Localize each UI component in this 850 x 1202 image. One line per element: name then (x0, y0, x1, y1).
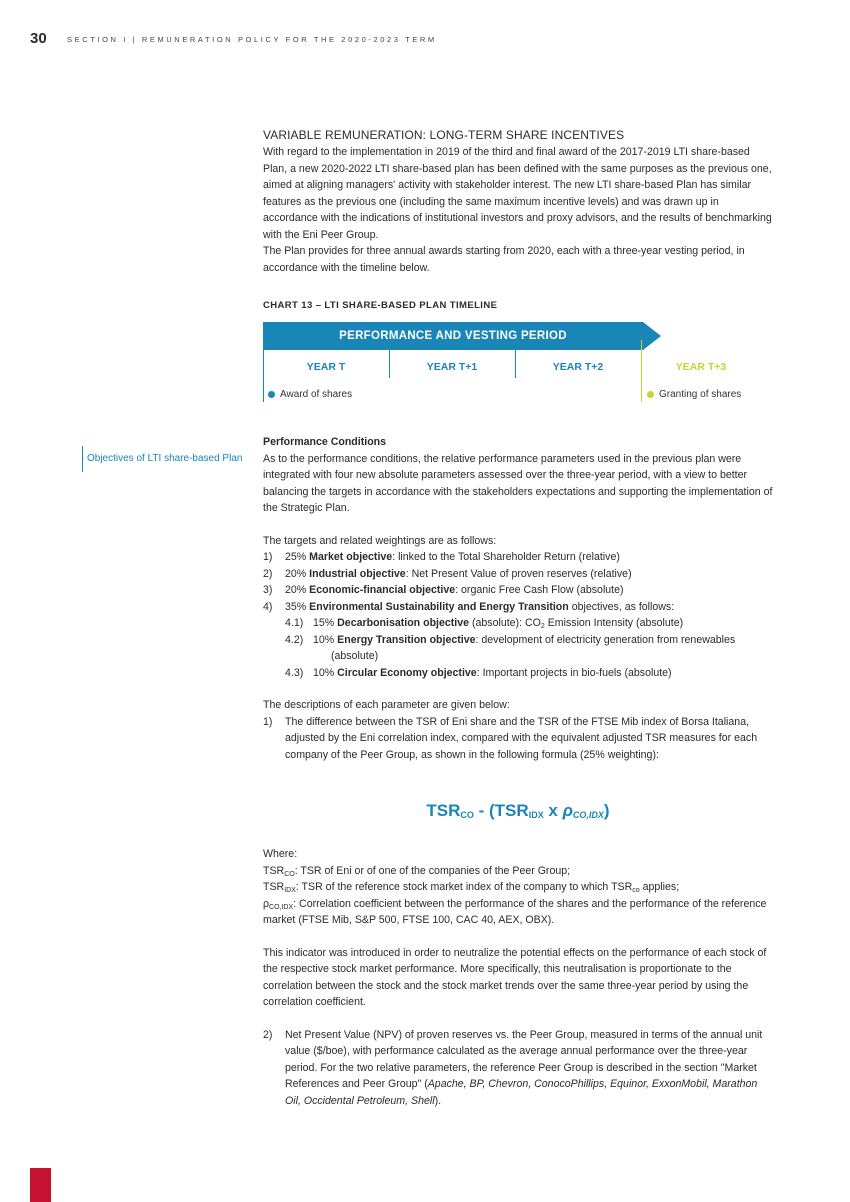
blue-dot-icon (268, 391, 275, 398)
year-label: YEAR T+1 (426, 361, 478, 373)
legend-grant-label: Granting of shares (659, 389, 742, 400)
list-item: 3) 20% Economic-financial objective: organic Free Cash Flow (absolute) (263, 584, 624, 596)
where-block (263, 846, 773, 1109)
list-item: 4.1) 15% Decarbonisation objective (absolute): $CO_2$ Emission Intensity (absolute) (285, 617, 684, 630)
page-number: 30 (30, 30, 47, 47)
legend-award-label: Award of shares (280, 389, 353, 400)
page-edge-tab (30, 1168, 51, 1202)
intro-paragraph: With regard to the implementation in 2019 of the third and final award of the 2017-2019 LTI share-based Plan, a new 2020-2022 LTI share-based plan has been defined with the same purposes as the previous one, aimed at aligning managers' activity with stakeholder interest. The new LTI share-based Plan has similar features as the previous one (including the same maximum incentive levels) and was drawn up in accordance with the indications of institutional investors and proxy advisors, and the results of benchmarking with the Eni Peer Group. (263, 146, 772, 241)
list-item: 2) 20% Industrial objective: Net Present Value of proven reserves (relative) (263, 567, 632, 580)
list-item: 1) The difference between the TSR of Eni share and the TSR of the FTSE Mib index of Borsa Italiana, adjusted by the Eni correlation index, compared with the equivalent adjusted TSR measures for each company of the Peer Group, as shown in the following formula (25% weighting): (263, 715, 758, 761)
neutralize-paragraph: This indicator was introduced in order to neutralize the potential effects on the performance of each stock of the respective stock market performance. More specifically, this neutralisation is proportionate to the correlation between the stock and the stock market trends over the same three-year period by using the correlation coefficient. (263, 946, 767, 1008)
list-item: 2) Net Present Value (NPV) of proven reserves vs. the Peer Group, measured in terms of the annual unit value ($/boe), with performance calculated as the average annual performance over the three-year period. For the two relative parameters, the reference Peer Group is described in the section "Market References and Peer Group" (Apache, BP, Chevron, ConocoPhillips, Equinor, ExxonMobil, Marathon Oil, Occidental Petroleum, Shell). (263, 1028, 763, 1107)
legend-award (268, 389, 352, 400)
running-header: SECTION I | REMUNERATION POLICY FOR THE 2020-2023 TERM (67, 35, 437, 44)
performance-paragraph: As to the performance conditions, the relative performance parameters used in the previous plan were integrated with four new absolute parameters assessed over the three-year period, with a view to better balancing the targets in accordance with the stakeholders expectations and supporting the implementation of the Strategic Plan. (263, 452, 773, 514)
vesting-banner: PERFORMANCE AND VESTING PERIOD (263, 322, 643, 350)
performance-title: Performance Conditions (263, 436, 387, 448)
section-heading: VARIABLE REMUNERATION: LONG-TERM SHARE INCENTIVES (263, 128, 625, 142)
targets-intro: The targets and related weightings are as follows: (263, 534, 497, 547)
banner-arrow-icon (643, 322, 661, 350)
legend-grant (647, 389, 741, 400)
year-label: YEAR T+2 (552, 361, 604, 373)
list-item: 4.2) 10% Energy Transition objective: development of electricity generation from renewables (absolute) (285, 633, 736, 662)
where-line: $TSR_{IDX}$: TSR of the reference stock market index of the company to which $TSR_{co}$ applies; (263, 881, 680, 894)
intro-paragraph-2: The Plan provides for three annual awards starting from 2020, each with a three-year vesting period, in accordance with the timeline below. (263, 245, 745, 274)
tsr-formula: $TSR_{CO} - (TSR_{IDX}$ x $\rho_{CO,IDX}$) (426, 801, 610, 820)
where-line: $\rho_{CO,IDX}$: Correlation coefficient between the performance of the shares and the performance of the reference market (FTSE Mib, S&P 500, FTSE 100, CAC 40, AEX, OBX). (263, 897, 767, 926)
green-dot-icon (647, 391, 654, 398)
chart-title: CHART 13 – LTI SHARE-BASED PLAN TIMELINE (263, 300, 498, 311)
list-item: 4.3) 10% Circular Economy objective: Important projects in bio-fuels (absolute) (285, 666, 672, 679)
performance-block (263, 434, 773, 763)
timeline-divider (263, 350, 264, 402)
year-label: YEAR T (306, 361, 346, 373)
list-item: 4) 35% Environmental Sustainability and Energy Transition objectives, as follows: (263, 600, 675, 613)
descriptions-intro: The descriptions of each parameter are given below: (263, 699, 510, 711)
where-label: Where: (263, 848, 298, 860)
list-item: 1) 25% Market objective: linked to the Total Shareholder Return (relative) (263, 551, 620, 563)
where-line: $TSR_{CO}$: TSR of Eni or of one of the companies of the Peer Group; (263, 864, 571, 878)
year-label: YEAR T+3 (675, 361, 727, 373)
margin-note: Objectives of LTI share-based Plan (82, 446, 242, 472)
intro-block (263, 144, 773, 276)
